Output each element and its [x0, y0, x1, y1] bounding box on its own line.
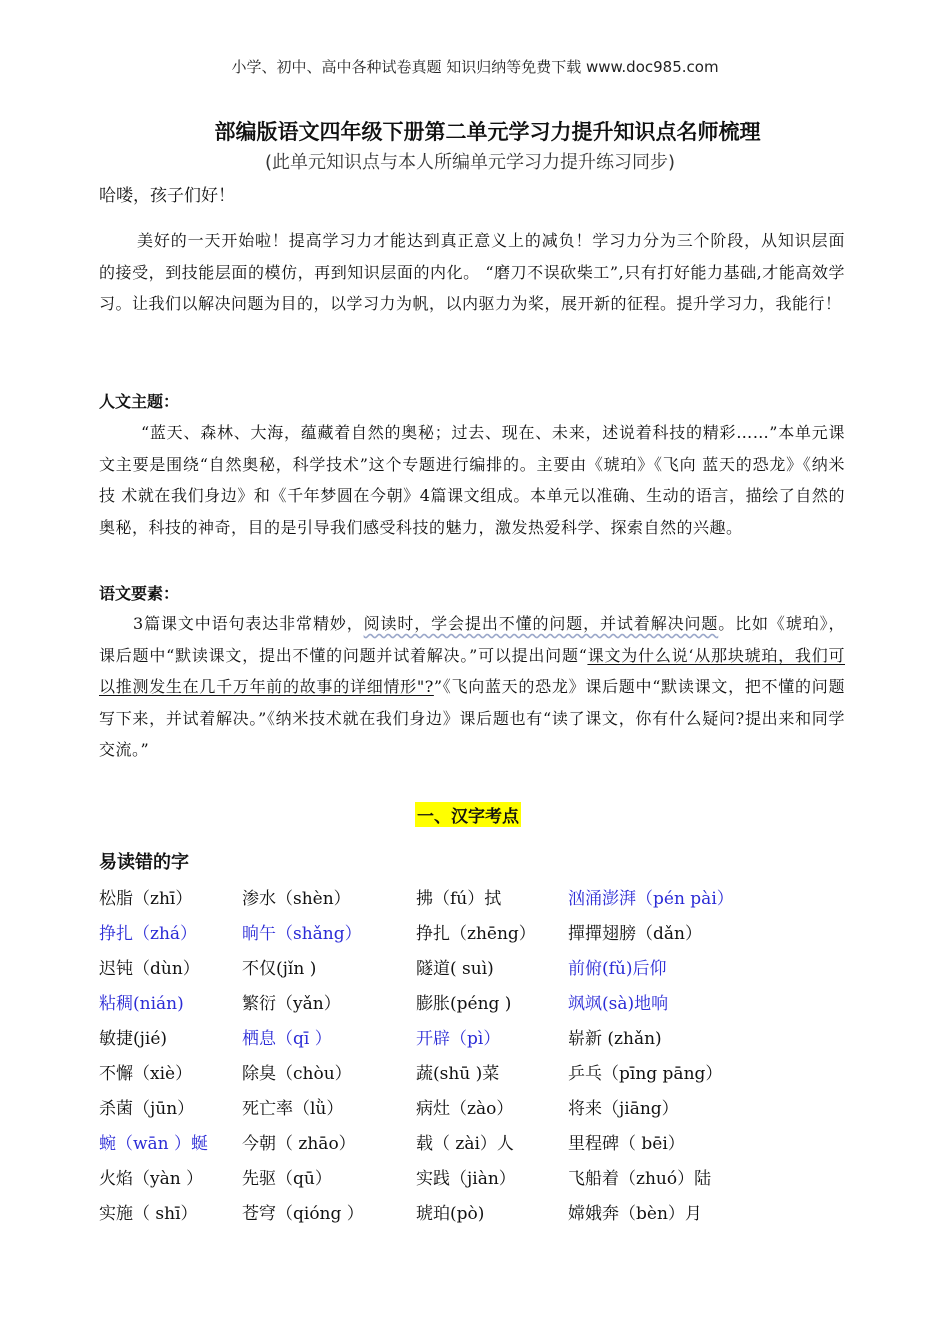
- char-item: 隧道( suì): [416, 959, 494, 979]
- char-item: 嫦娥奔（bèn）月: [568, 1204, 702, 1224]
- char-item: 崭新 (zhǎn): [568, 1029, 662, 1049]
- char-item: 繁衍（yǎn）: [242, 994, 341, 1014]
- char-item: 敏捷(jié): [99, 1029, 168, 1049]
- char-item: 蔬(shū )菜: [416, 1064, 500, 1084]
- page-header: 小学、初中、高中各种试卷真题 知识归纳等免费下载 www.doc985.com: [231, 58, 719, 76]
- char-item: 不仅(jǐn ): [242, 959, 317, 979]
- subheading: 易读错的字: [99, 852, 189, 873]
- intro-paragraph: 美好的一天开始啦！提高学习力才能达到真正意义上的减负！学习力分为三个阶段，从知识层面的接受，到技能层面的模仿，再到知识层面的内化。 “磨刀不误砍柴工”,只有打好能力基础,才能高效学习。让我们以解决问题为目的，以学习力为帆，以内驱力为桨，展开新的征程。提升学习力，我能行！: [99, 231, 845, 313]
- char-item: 渗水（shèn）: [242, 889, 351, 909]
- page-title: 部编版语文四年级下册第二单元学习力提升知识点名师梳理: [214, 120, 761, 144]
- char-item: 撣撣翅膀（dǎn）: [568, 924, 702, 944]
- greeting: 哈喽，孩子们好！: [99, 186, 235, 206]
- char-item: 载（ zài）人: [416, 1134, 514, 1154]
- element-text-key-skill: 阅读时，学会提出不懂的问题，并试着解决问题: [363, 614, 719, 633]
- element-paragraph: [99, 608, 845, 766]
- char-item: 松脂（zhī）: [99, 889, 193, 909]
- char-item: 死亡率（lǜ）: [242, 1099, 344, 1119]
- element-text-1: 3篇课文中语句表达非常精妙，: [133, 614, 364, 633]
- char-item: 实践（jiàn）: [416, 1169, 516, 1189]
- element-text-question: 课文为什么说‘从那块琥珀，我们可以推测发生在几千万年前的故事的详细情形"?: [99, 645, 845, 696]
- element-text-3: 。比如《琥珀》，课后题中“默读课文，提出不懂的问题并试着解决。”可以提出问题“: [99, 614, 845, 665]
- char-item: 前俯(fǔ)后仰: [568, 959, 667, 979]
- char-item: 挣扎（zhá）: [99, 924, 198, 944]
- char-item: 病灶（zào）: [416, 1099, 514, 1119]
- char-item: 膨胀(péng ): [416, 994, 512, 1014]
- char-item: 栖息（qī ）: [242, 1029, 332, 1049]
- char-item: 粘稠(nián): [99, 994, 184, 1014]
- element-text-5: ”《飞向蓝天的恐龙》课后题中“默读课文，把不懂的问题写下来，并试着解决。”《纳米技术就在我们身边》课后题也有“读了课文，你有什么疑问?提出来和同学交流。”: [99, 677, 845, 759]
- char-item: 除臭（chòu）: [242, 1064, 352, 1084]
- char-item: 蜿（wān ）蜒: [99, 1134, 209, 1154]
- char-item: 杀菌（jūn）: [99, 1099, 195, 1119]
- theme-label: 人文主题：: [99, 392, 180, 411]
- char-item: 迟钝（dùn）: [99, 959, 200, 979]
- char-item: 汹涌澎湃（pén pài）: [568, 889, 734, 909]
- element-label: 语文要素：: [99, 584, 180, 603]
- char-item: 开辟（pì）: [416, 1029, 501, 1049]
- char-item: 晌午（shǎng）: [242, 924, 362, 944]
- char-item: 琥珀(pò): [416, 1204, 485, 1224]
- char-item: 实施（ shī）: [99, 1204, 198, 1224]
- char-item: 不懈（xiè）: [99, 1064, 193, 1084]
- page-subtitle: (此单元知识点与本人所编单元学习力提升练习同步): [264, 152, 676, 173]
- section-title: 一、汉字考点: [415, 802, 521, 827]
- char-item: 先驱（qū）: [242, 1169, 332, 1189]
- char-item: 挣扎（zhēng）: [416, 924, 536, 944]
- char-item: 乒乓（pīng pāng）: [568, 1064, 723, 1084]
- theme-paragraph: “蓝天、森林、大海，蕴藏着自然的奥秘；过去、现在、未来，述说着科技的精彩……”本单元课文主要是围绕“自然奥秘，科学技术”这个专题进行编排的。主要由《琥珀》《飞向 蓝天的恐龙》《纳米技 术就在我们身边》和《千年梦圆在今朝》4篇课文组成。本单元以准确、生动的语言，描绘了自然的奥秘，科技的神奇，目的是引导我们感受科技的魅力，激发热爱科学、探索自然的兴趣。: [99, 423, 845, 537]
- char-item: 将来（jiāng）: [568, 1099, 679, 1119]
- char-item: 飒飒(sà)地响: [568, 994, 669, 1014]
- char-item: 飞船着（zhuó）陆: [568, 1169, 712, 1189]
- char-item: 今朝（ zhāo）: [242, 1134, 356, 1154]
- char-item: 里程碑（ bēi）: [568, 1134, 685, 1154]
- char-item: 苍穹（qióng ）: [242, 1204, 364, 1224]
- char-item: 火焰（yàn ）: [99, 1169, 204, 1189]
- char-item: 拂（fú）拭: [416, 889, 502, 909]
